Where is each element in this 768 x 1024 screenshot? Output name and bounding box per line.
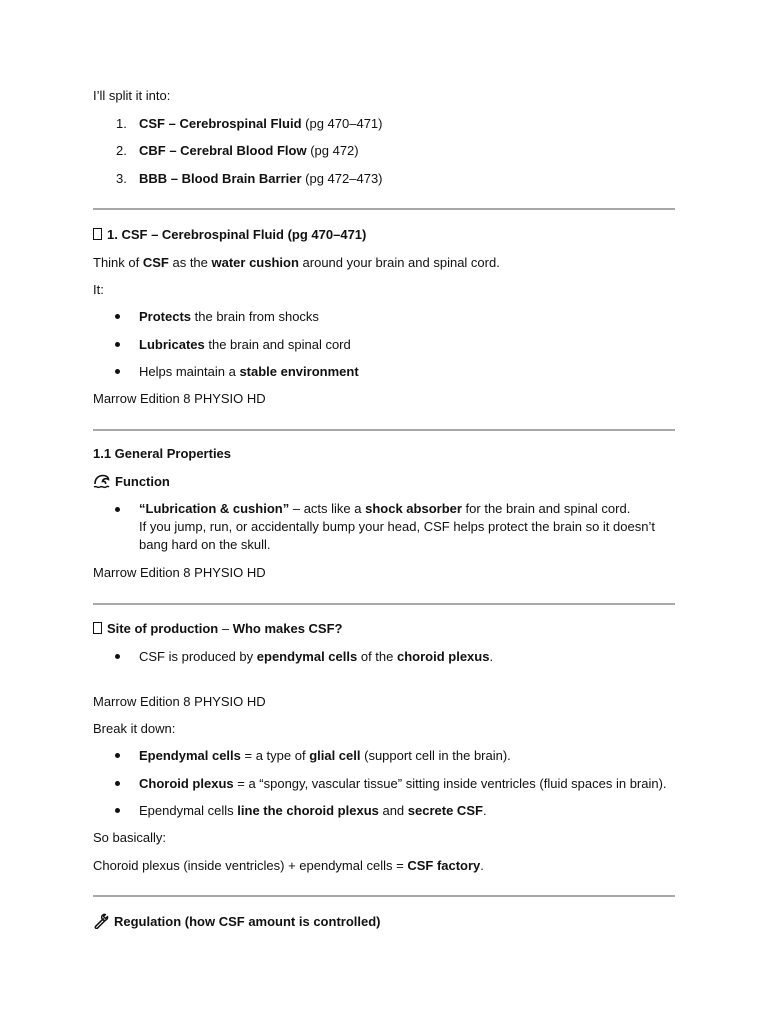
list-item: Helps maintain a stable environment (139, 364, 359, 379)
function-bullet: “Lubrication & cushion” – acts like a shock absorber for the brain and spinal cord. If you jump, run, or accidentally bump your head, CSF helps protect the brain so it doesn’t bang hard on the skull. (139, 501, 655, 552)
wrench-icon (93, 913, 109, 929)
list-item: Choroid plexus = a “spongy, vascular tissue” sitting inside ventricles (fluid spaces in brain). (139, 776, 667, 791)
section-heading-csf: 1. CSF – Cerebrospinal Fluid (pg 470–471) (93, 226, 366, 243)
bullet-dot (115, 314, 120, 319)
list-item: Lubricates the brain and spinal cord (139, 337, 351, 352)
divider (93, 603, 675, 605)
so-basically-label: So basically: (93, 830, 166, 845)
bullet-dot (115, 808, 120, 813)
bullet-dot (115, 654, 120, 659)
csf-description: Think of CSF as the water cushion around your brain and spinal cord. (93, 255, 500, 270)
divider (93, 208, 675, 210)
bullet-dot (115, 507, 120, 512)
bullet-dot (115, 753, 120, 758)
outline-num: 2. (116, 143, 127, 158)
bullet-dot (115, 369, 120, 374)
outline-num: 1. (116, 116, 127, 131)
bullet-dot (115, 342, 120, 347)
function-heading: Function (93, 473, 170, 490)
it-label: It: (93, 282, 104, 297)
source-credit: Marrow Edition 8 PHYSIO HD (93, 391, 266, 406)
outline-item: CSF – Cerebrospinal Fluid (pg 470–471) (139, 116, 383, 131)
breakdown-label: Break it down: (93, 721, 176, 736)
source-credit: Marrow Edition 8 PHYSIO HD (93, 565, 266, 580)
summary-line: Choroid plexus (inside ventricles) + ependymal cells = CSF factory. (93, 858, 484, 873)
placeholder-glyph-icon (93, 228, 102, 240)
section-heading-general: 1.1 General Properties (93, 446, 232, 461)
placeholder-glyph-icon (93, 622, 102, 634)
section-heading-site: Site of production – Who makes CSF? (93, 620, 342, 637)
list-item: Ependymal cells line the choroid plexus and secrete CSF. (139, 803, 487, 818)
divider (93, 429, 675, 431)
outline-item: BBB – Blood Brain Barrier (pg 472–473) (139, 171, 383, 186)
bullet-dot (115, 781, 120, 786)
list-item: CSF is produced by ependymal cells of the choroid plexus. (139, 649, 494, 664)
intro-text: I’ll split it into: (93, 88, 171, 103)
regulation-heading: Regulation (how CSF amount is controlled) (93, 913, 381, 930)
list-item: Ependymal cells = a type of glial cell (support cell in the brain). (139, 748, 511, 763)
outline-item: CBF – Cerebral Blood Flow (pg 472) (139, 143, 359, 158)
list-item: Protects the brain from shocks (139, 309, 319, 324)
outline-num: 3. (116, 171, 127, 186)
wave-icon (93, 474, 110, 489)
divider (93, 895, 675, 897)
source-credit: Marrow Edition 8 PHYSIO HD (93, 694, 266, 709)
